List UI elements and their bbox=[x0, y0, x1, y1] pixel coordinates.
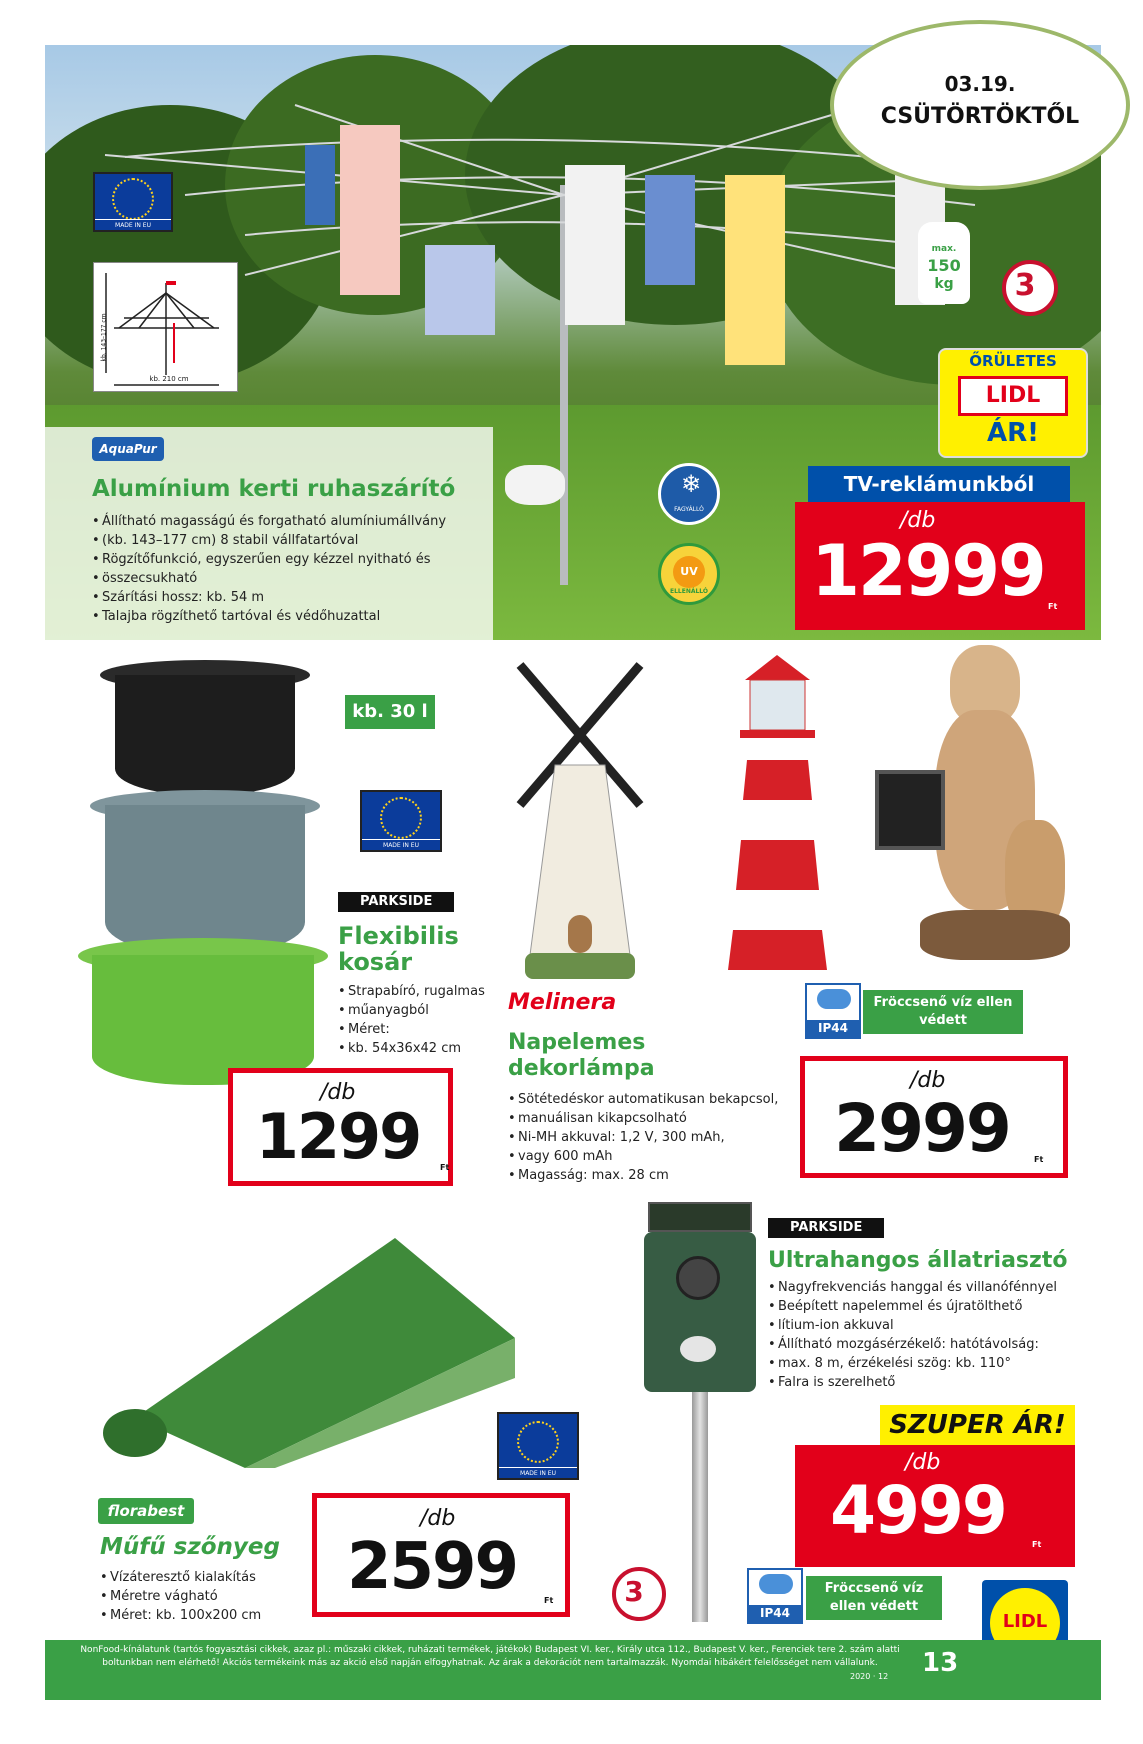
repeller-currency: Ft bbox=[1032, 1540, 1042, 1549]
super-price-banner: SZUPER ÁR! bbox=[880, 1405, 1075, 1445]
splash-line1: Fröccsenő víz bbox=[824, 1581, 924, 1596]
frost-label: FAGYÁLLÓ bbox=[674, 506, 704, 513]
dryer-per-unit: /db bbox=[900, 508, 936, 533]
tv-ad-banner: TV-reklámunkból bbox=[808, 466, 1070, 502]
lighthouse-lamp-image bbox=[715, 650, 840, 985]
parkside-logo: PARKSIDE bbox=[338, 892, 454, 912]
repeller-bullets bbox=[768, 1278, 1088, 1392]
turf-bullets bbox=[100, 1568, 310, 1625]
lamp-title-line2: dekorlámpa bbox=[508, 1056, 655, 1081]
repeller-bullet: • Falra is szerelhető bbox=[768, 1373, 1088, 1392]
warranty-badge-icon bbox=[612, 1567, 666, 1621]
warranty-years: 3 bbox=[624, 1575, 644, 1608]
repeller-price: 4999 bbox=[830, 1472, 1006, 1549]
eu-stars-icon bbox=[380, 797, 422, 839]
dryer-bullet: • Rögzítőfunkció, egyszerűen egy kézzel nyitható és bbox=[92, 550, 492, 569]
crazy-price-lidl-logo: LIDL bbox=[958, 376, 1068, 416]
basket-title-line1: Flexibilis bbox=[338, 922, 459, 950]
repeller-bullet: • Nagyfrekvenciás hanggal és villanófénnyel bbox=[768, 1278, 1088, 1297]
ip44-rain-icon bbox=[805, 983, 861, 1039]
turf-bullet: • Vízáteresztő kialakítás bbox=[100, 1568, 310, 1587]
basket-product-image bbox=[60, 650, 350, 1090]
dryer-title: Alumínium kerti ruhaszárító bbox=[92, 476, 456, 502]
lamp-bullet: • manuálisan kikapcsolható bbox=[508, 1109, 808, 1128]
windmill-icon bbox=[500, 655, 660, 985]
turf-roll-image bbox=[95, 1218, 515, 1468]
page-number: 13 bbox=[922, 1648, 959, 1678]
splash-line2: ellen védett bbox=[829, 1599, 919, 1614]
footer-disclaimer-line1: NonFood-kínálatunk (tartós fogyasztási cikkek, azaz pl.: műszaki cikkek, ruházati termékek, játékok) Budapest VI. ker., Király utca 112., Budapest V. ker., Ferenciek tere 2. szám alatti bbox=[80, 1645, 900, 1655]
lamp-bullet: • Ni-MH akkuval: 1,2 V, 300 mAh, bbox=[508, 1128, 808, 1147]
ip44-rain-icon bbox=[747, 1568, 803, 1624]
weight-value: 150 bbox=[927, 256, 961, 275]
lamp-per-unit: /db bbox=[910, 1068, 946, 1093]
made-in-eu-label: MADE IN EU bbox=[362, 839, 440, 850]
ip44-label: IP44 bbox=[807, 1020, 859, 1037]
made-in-eu-flag bbox=[93, 172, 173, 232]
made-in-eu-label: MADE IN EU bbox=[499, 1467, 577, 1478]
basket-bullet: • Méret: bbox=[338, 1020, 498, 1039]
repeller-bullet: • lítium-ion akkuval bbox=[768, 1316, 1088, 1335]
warranty-badge-icon bbox=[1002, 260, 1058, 316]
uv-label: ELLENÁLLÓ bbox=[669, 588, 709, 595]
basket-currency: Ft bbox=[440, 1163, 450, 1172]
parkside-logo: PARKSIDE bbox=[768, 1218, 884, 1238]
basket-per-unit: /db bbox=[320, 1080, 356, 1105]
basket-bullet: • kb. 54x36x42 cm bbox=[338, 1039, 498, 1058]
uv-sun-icon: UV bbox=[673, 556, 705, 588]
splash-line2: védett bbox=[919, 1013, 967, 1028]
repeller-per-unit: /db bbox=[905, 1450, 941, 1475]
lamp-currency: Ft bbox=[1034, 1155, 1044, 1164]
warranty-years: 3 bbox=[1014, 268, 1036, 303]
turf-currency: Ft bbox=[544, 1596, 554, 1605]
lamp-title-line1: Napelemes bbox=[508, 1030, 646, 1055]
dryer-bullet: • Állítható magasságú és forgatható alumíniumállvány bbox=[92, 512, 492, 531]
aquapur-logo: AquaPur bbox=[92, 437, 164, 461]
dryer-currency: Ft bbox=[1048, 602, 1058, 611]
repeller-bullet: • Állítható mozgásérzékelő: hatótávolság: bbox=[768, 1335, 1088, 1354]
basket-bullet: • műanyagból bbox=[338, 1001, 498, 1020]
splash-line1: Fröccsenő víz ellen bbox=[873, 995, 1013, 1010]
ip44-label: IP44 bbox=[749, 1605, 801, 1622]
meerkat-lamp-image bbox=[865, 640, 1075, 970]
repeller-bullet: • max. 8 m, érzékelési szög: kb. 110° bbox=[768, 1354, 1088, 1373]
eu-stars-icon bbox=[517, 1421, 559, 1463]
lighthouse-icon bbox=[715, 650, 840, 985]
lamp-bullet: • vagy 600 mAh bbox=[508, 1147, 808, 1166]
basket-capacity-badge: kb. 30 l bbox=[345, 695, 435, 729]
crazy-price-top: ŐRÜLETES bbox=[969, 352, 1057, 370]
basket-title-line2: kosár bbox=[338, 948, 413, 976]
dryer-bullet: • összecsukható bbox=[92, 569, 492, 588]
max-weight-icon bbox=[918, 222, 970, 304]
lamp-bullet: • Magasság: max. 28 cm bbox=[508, 1166, 808, 1185]
snowflake-icon: ❄ bbox=[680, 470, 702, 498]
repeller-title: Ultrahangos állatriasztó bbox=[768, 1248, 1068, 1273]
turf-roll-icon bbox=[95, 1218, 515, 1468]
dryer-bullet: • (kb. 143–177 cm) 8 stabil vállfatartóval bbox=[92, 531, 492, 550]
footer-code: 2020 · 12 bbox=[850, 1672, 889, 1681]
uv-resistant-badge bbox=[658, 543, 720, 605]
repeller-bullet: • Beépített napelemmel és újratölthető bbox=[768, 1297, 1088, 1316]
made-in-eu-flag bbox=[497, 1412, 579, 1480]
dimension-diagram bbox=[93, 262, 238, 392]
turf-per-unit: /db bbox=[420, 1506, 456, 1531]
basket-price: 1299 bbox=[255, 1100, 421, 1173]
dim-width-label: kb. 210 cm bbox=[139, 375, 199, 383]
footer-disclaimer-line2: boltunkban nem elérhető! Akciós termékeink más az akció első napján elfogyhatnak. Az árak a dekorációt nem tartalmazzák. Nyomdai hibákért felelősséget nem vállalunk. bbox=[102, 1658, 878, 1668]
dryer-bullet: • Szárítási hossz: kb. 54 m bbox=[92, 588, 492, 607]
crazy-price-bottom: ÁR! bbox=[987, 418, 1039, 448]
weight-unit: kg bbox=[934, 276, 954, 292]
made-in-eu-flag bbox=[360, 790, 442, 852]
turf-price: 2599 bbox=[346, 1530, 518, 1604]
splash-proof-badge bbox=[863, 990, 1023, 1034]
florabest-logo: florabest bbox=[98, 1498, 194, 1524]
date-badge-date: 03.19. bbox=[944, 72, 1016, 96]
frost-resistant-badge bbox=[658, 463, 720, 525]
weight-max-label: max. bbox=[931, 244, 957, 254]
lamp-bullets bbox=[508, 1090, 808, 1185]
dryer-diagram-icon bbox=[94, 263, 239, 393]
lamp-price: 2999 bbox=[834, 1090, 1010, 1167]
basket-bullets bbox=[338, 982, 498, 1058]
melinera-logo: Melinera bbox=[508, 990, 617, 1015]
dim-height-label: kb. 143–177 cm bbox=[100, 313, 108, 362]
eu-stars-icon bbox=[112, 178, 154, 220]
windmill-lamp-image bbox=[500, 655, 660, 985]
splash-proof-badge bbox=[806, 1576, 942, 1620]
turf-bullet: • Méretre vágható bbox=[100, 1587, 310, 1606]
dryer-price: 12999 bbox=[811, 530, 1045, 612]
repeller-product-image bbox=[640, 1196, 760, 1626]
turf-title: Műfű szőnyeg bbox=[100, 1534, 280, 1560]
basket-bullet: • Strapabíró, rugalmas bbox=[338, 982, 498, 1001]
turf-bullet: • Méret: kb. 100x200 cm bbox=[100, 1606, 310, 1625]
dryer-bullet: • Talajba rögzíthető tartóval és védőhuzattal bbox=[92, 607, 492, 626]
cloud-icon bbox=[759, 1574, 793, 1594]
cloud-icon bbox=[817, 989, 851, 1009]
made-in-eu-label: MADE IN EU bbox=[95, 219, 171, 230]
dryer-bullets bbox=[92, 512, 492, 626]
lamp-bullet: • Sötétedéskor automatikusan bekapcsol, bbox=[508, 1090, 808, 1109]
date-badge-day: CSÜTÖRTÖKTŐL bbox=[880, 104, 1080, 129]
lidl-logo-text: LIDL bbox=[1002, 1611, 1048, 1632]
